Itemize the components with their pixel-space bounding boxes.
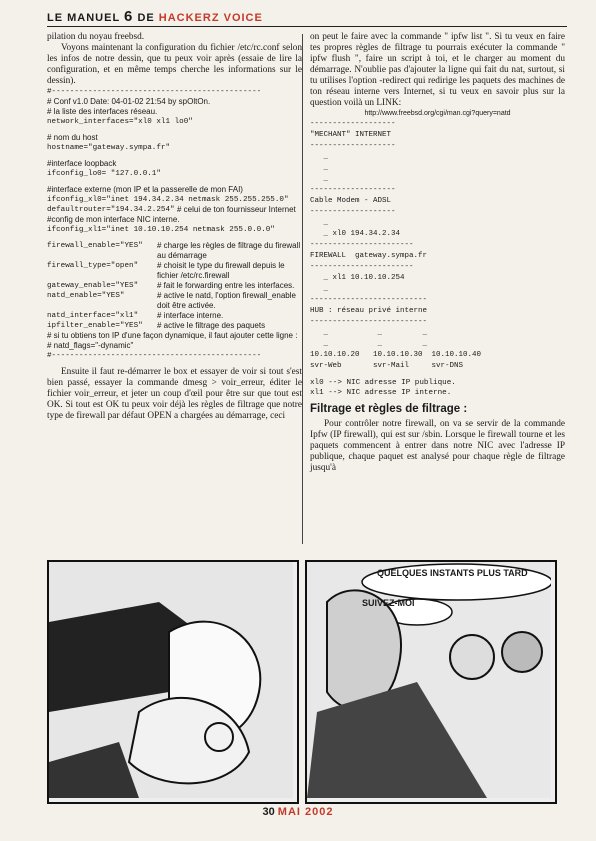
speech-bubble: QUELQUES INSTANTS PLUS TARD	[377, 568, 528, 578]
network-diagram: ------------------- "MECHANT" INTERNET ------------------- _ _ _ ------------------- Cable Modem - ADSL ------------------- _ _ xl0 194.34.2.34 ----------------------- FIREWALL gateway.sympa.fr ----------------------- _ xl1 10.10.10.254 _ -------------------------- HUB : réseau privé interne -------------------------- _ _ _ _ _ _ 10.10.10.20 10.10.10.30 10.10.10.40 svr-Web svr-Mail svr-DNS	[310, 120, 482, 370]
config-row: firewall_enable="YES" # charge les règles de filtrage du firewall au démarrage	[47, 241, 301, 260]
page-footer: 30 MAI 2002	[262, 806, 334, 818]
hands-illustration	[49, 562, 293, 798]
left-column: pilation du noyau freebsd. Voyons maintenant la configuration du fichier /etc/rc.conf selon les infos de notre dessin, que tu peux voir après (essaie de lire la configuration, et en même temps cherche les informations sur le dessin). #---------------------------------------------- # Conf v1.0 Date: 04-01-02 21:54 by spOltOn. # la liste des interfaces réseau. network_interfaces="xl0 xl1 lo0" # nom du host hostname="gateway.sympa.fr" #interface loopback ifconfig_lo0= "127.0.0.1" #interface externe (mon IP et la passerelle de mon FAI) ifconfig_xl0="inet 194.34.2.34 netmask 255.255.255.0" defaultrouter="194.34.2.254" # celui de ton fournisseur Internet #config de mon interface NIC interne. ifconfig_xl1="inet 10.10.10.254 netmask 255.0.0.0" firewall_enable="YES" # charge les règles de filtrage du firewall au démarrage firewall_type="open" # choisit le type du firewall depuis le fichier /etc/rc.firewall gateway_enable="YES" # fait le forwarding entre les interfaces. natd_enable="YES" # active le natd, l'option firewall_enable doit être activée. natd_interface="xl1" # interface interne. ipfilter_enable="YES" # active le filtrage des paquets # si tu obtiens ton IP d'une façon dynamique, il faut ajouter cette ligne : # natd_flags="-dynamic" #---------------------------------------------- Ensuite il faut re-démarrer le box et essayer de voir si tout s'est bien passé, essayer la commande dmesg > voir_erreur, éditer le fichier voir_erreur, et jeter un coup d'œil pour être sur que tout est OK. Si tout est OK tu peux voir déjà les règles de filtrage que notre type de firewall par défaut OPEN a chargées au démarrage, ceci	[47, 32, 302, 421]
right-column: on peut le faire avec la commande " ipfw list ". Si tu veux en faire tes propres règles de filtrage tu pourrais exécuter la commande " ipfw flush ", faire un script à toi, et le charger au moment du démarrage. N'oublie pas d'ajouter la ligne qui fait du nat, surtout, si tu utilises l'option -redirect qui redirige les paquets des machines de ton réseau interne vers Internet, si tu veux en savoir plus sur la question voilà un LINK: http://www.freebsd.org/cgi/man.cgi?query=natd ------------------- "MECHANT" INTERNET ------------------- _ _ _ ------------------- Cable Modem - ADSL ------------------- _ _ xl0 194.34.2.34 ----------------------- FIREWALL gateway.sympa.fr ----------------------- _ xl1 10.10.10.254 _ -------------------------- HUB : réseau privé interne -------------------------- _ _ _ _ _ _ 10.10.10.20 10.10.10.30 10.10.10.40 svr-Web svr-Mail svr-DNS xl0 --> NIC adresse IP publique. xl1 --> NIC adresse IP interne. Filtrage et règles de filtrage : Pour contrôler notre firewall, on va se servir de la commande Ipfw (IP firewall), qui est sur /sbin. Lorsque le firewall tourne et les paquets commencent à entrer dans notre NIC avec l'adresse IP publique, chaque paquet est analysé pour chaque règle de filtrage jusqu'à	[310, 32, 565, 473]
column-divider	[302, 34, 303, 544]
paragraph: pilation du noyau freebsd.	[47, 32, 145, 42]
paragraph: on peut le faire avec la commande " ipfw list ". Si tu veux en faire tes propres règles de filtrage tu pourrais exécuter la commande " ipfw flush ", faire un script à toi, et le charger au moment du démarrage. N'oublie pas d'ajouter la ligne qui fait du nat, surtout, si tu utilises l'option -redirect qui redirige les paquets des machines de ton réseau interne vers Internet, si tu veux en savoir plus sur la question voilà un LINK:	[310, 32, 565, 108]
config-row: natd_enable="YES" # active le natd, l'option firewall_enable doit être activée.	[47, 291, 296, 310]
characters-illustration	[307, 562, 551, 798]
paragraph: Voyons maintenant la configuration du fichier /etc/rc.conf selon les infos de notre dessin, que tu peux voir après (essaie de lire la configuration, et en même temps cherche les informations sur le dessin).	[47, 43, 302, 86]
page-number: 30	[262, 806, 275, 818]
comic-panel-left	[47, 560, 299, 804]
running-header: LE MANUEL 6 DE HACKERZ VOICE	[47, 8, 263, 25]
speech-bubble: SUIVEZ-MOI	[362, 598, 415, 608]
config-row: ipfilter_enable="YES" # active le filtrage des paquets	[47, 321, 266, 330]
comic-panel-right	[305, 560, 557, 804]
section-heading: Filtrage et règles de filtrage :	[310, 403, 468, 415]
config-row: gateway_enable="YES" # fait le forwarding entre les interfaces.	[47, 281, 295, 290]
config-row: firewall_type="open" # choisit le type du firewall depuis le fichier /etc/rc.firewall	[47, 261, 285, 280]
config-table	[47, 241, 302, 331]
paragraph: Ensuite il faut re-démarrer le box et essayer de voir si tout s'est bien passé, essayer la commande dmesg > voir_erreur, éditer le fichier voir_erreur, et jeter un coup d'œil pour être sur que tout est OK. Si tout est OK tu peux voir déjà les règles de filtrage que notre type de firewall par défaut OPEN a chargées au démarrage, ceci	[47, 367, 302, 421]
natd-link[interactable]: http://www.freebsd.org/cgi/man.cgi?query=natd	[364, 110, 511, 117]
config-row: natd_interface="xl1" # interface interne.	[47, 311, 224, 320]
header-rule	[47, 26, 567, 27]
paragraph: Pour contrôler notre firewall, on va se servir de la commande Ipfw (IP firewall), qui est sur /sbin. Lorsque le firewall tourne et les paquets commencent à entrer dans notre NIC avec l'adresse IP publique, chaque paquet est analysé pour chaque règle de filtrage jusqu'à	[310, 419, 565, 473]
